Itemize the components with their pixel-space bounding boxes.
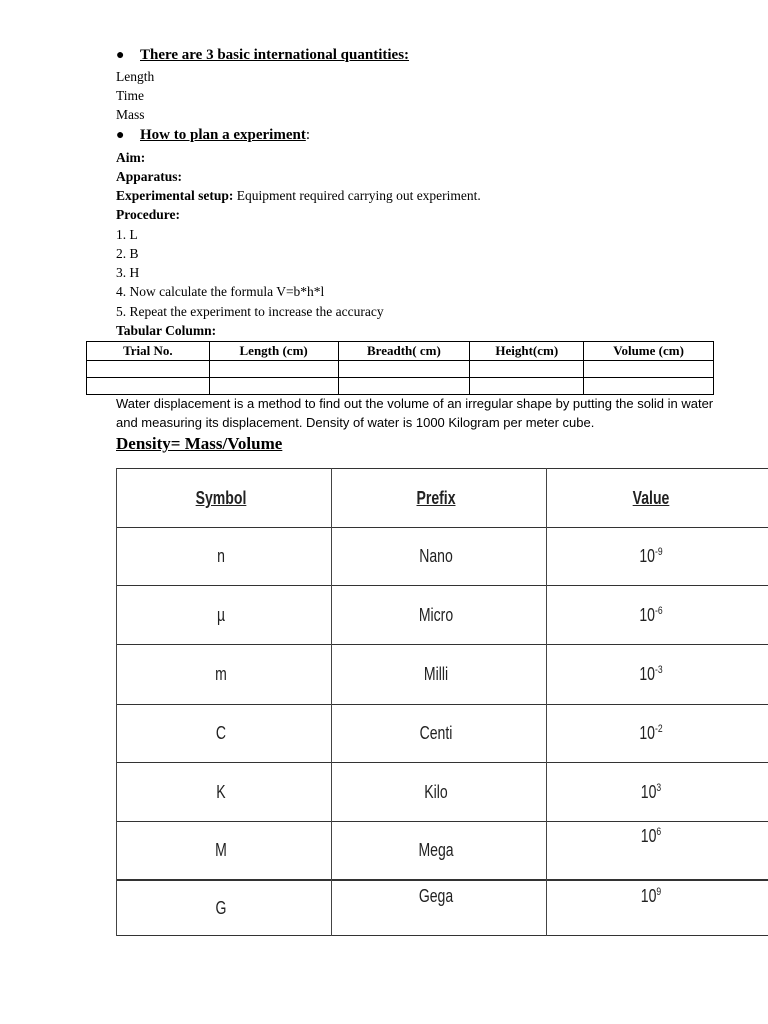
value-base: 10	[639, 664, 655, 684]
prefix-table	[116, 468, 768, 936]
apparatus-label: Apparatus:	[116, 169, 183, 184]
value-exponent: 3	[656, 782, 662, 794]
setup-line	[116, 186, 481, 205]
table-rule	[116, 704, 768, 705]
table-rule	[116, 468, 768, 469]
table-header-row	[87, 342, 714, 361]
prefix-symbol: µ	[216, 605, 226, 625]
prefix-header-symbol: Symbol	[195, 488, 247, 508]
table-cell[interactable]	[470, 361, 584, 378]
table-header-cell: Breadth( cm)	[338, 342, 470, 361]
prefix-value	[612, 664, 690, 685]
prefix-name: Gega	[418, 886, 454, 906]
prefix-value	[612, 723, 690, 744]
quantity-item: Length	[116, 69, 155, 84]
value-base: 10	[639, 546, 655, 566]
prefix-value	[612, 782, 690, 803]
setup-label: Experimental setup:	[116, 188, 234, 203]
table-rule	[116, 935, 768, 936]
value-exponent: 9	[656, 886, 662, 898]
prefix-header-value: Value	[632, 488, 670, 508]
table-cell[interactable]	[87, 361, 210, 378]
prefix-symbol: n	[217, 546, 225, 566]
prefix-symbol: m	[215, 664, 227, 684]
table-rule	[116, 527, 768, 528]
table-rule	[116, 762, 768, 763]
table-header-cell: Trial No.	[87, 342, 210, 361]
table-cell[interactable]	[209, 361, 338, 378]
table-row	[87, 361, 714, 378]
table-rule	[546, 468, 547, 936]
table-cell[interactable]	[338, 361, 470, 378]
table-rule	[116, 821, 768, 822]
bullet-icon: ●	[116, 48, 125, 63]
section-heading-experiment: ● How to plan a experiment:	[116, 127, 310, 143]
trial-table	[86, 341, 714, 395]
table-cell[interactable]	[338, 378, 470, 395]
prefix-symbol: M	[215, 840, 227, 860]
section-heading-quantities: ● There are 3 basic international quantities:	[116, 47, 410, 63]
value-base: 10	[639, 605, 655, 625]
value-exponent: -2	[654, 723, 663, 735]
prefix-name: Mega	[418, 840, 454, 860]
prefix-name: Micro	[418, 605, 454, 625]
quantity-item: Time	[116, 88, 145, 103]
quantity-item: Mass	[116, 107, 145, 122]
value-exponent: 6	[656, 826, 662, 838]
setup-text: Equipment required carrying out experiment.	[233, 188, 481, 203]
prefix-value	[612, 826, 690, 847]
prefix-value	[612, 546, 690, 567]
prefix-symbol: G	[215, 898, 227, 918]
prefix-symbol: C	[215, 723, 227, 743]
value-base: 10	[640, 826, 657, 846]
table-rule	[331, 468, 332, 936]
table-rule	[116, 879, 768, 881]
procedure-step: 2. B	[116, 246, 139, 261]
table-cell[interactable]	[584, 378, 714, 395]
table-cell[interactable]	[87, 378, 210, 395]
prefix-symbol: K	[216, 782, 226, 802]
procedure-label: Procedure:	[116, 207, 180, 222]
table-row	[87, 378, 714, 395]
table-cell[interactable]	[470, 378, 584, 395]
displacement-paragraph: Water displacement is a method to find out the volume of an irregular shape by putting the solid in water and measuring its displacement. Density of water is 1000 Kilogram per meter cube.	[116, 396, 714, 430]
value-base: 10	[640, 782, 657, 802]
value-exponent: -9	[654, 546, 663, 558]
prefix-value	[612, 605, 690, 626]
procedure-step: 3. H	[116, 265, 140, 280]
table-header-cell: Volume (cm)	[584, 342, 714, 361]
table-header-cell: Height(cm)	[470, 342, 584, 361]
procedure-step: 5. Repeat the experiment to increase the accuracy	[116, 304, 384, 319]
tabular-label: Tabular Column:	[116, 323, 217, 338]
prefix-value	[612, 886, 690, 907]
prefix-name: Milli	[423, 664, 449, 684]
density-formula: Density= Mass/Volume	[116, 434, 283, 453]
table-cell[interactable]	[209, 378, 338, 395]
aim-label: Aim:	[116, 150, 146, 165]
prefix-name: Centi	[419, 723, 453, 743]
prefix-header-prefix: Prefix	[416, 488, 456, 508]
value-base: 10	[639, 723, 655, 743]
table-rule	[116, 644, 768, 645]
value-exponent: -6	[654, 605, 663, 617]
procedure-step: 4. Now calculate the formula V=b*h*l	[116, 284, 325, 299]
prefix-name: Kilo	[424, 782, 448, 802]
table-cell[interactable]	[584, 361, 714, 378]
bullet-icon: ●	[116, 128, 125, 143]
table-header-cell: Length (cm)	[209, 342, 338, 361]
prefix-name: Nano	[419, 546, 453, 566]
table-rule	[116, 585, 768, 586]
procedure-step: 1. L	[116, 227, 138, 242]
value-exponent: -3	[654, 664, 663, 676]
table-rule	[116, 468, 117, 936]
value-base: 10	[640, 886, 657, 906]
